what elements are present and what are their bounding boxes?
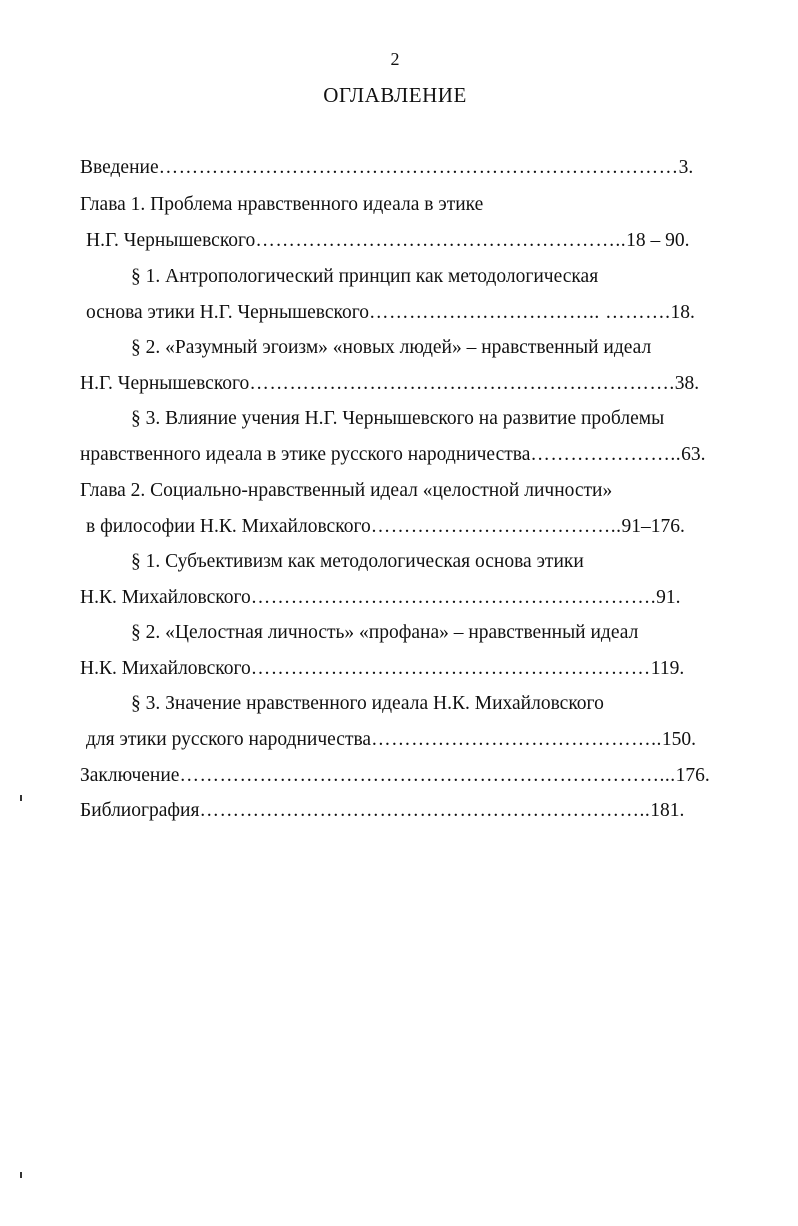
toc-entry-text: Библиография <box>80 800 200 821</box>
toc-entry-text: Заключение <box>80 765 180 786</box>
toc-leader: …………………………………………………………………… <box>158 157 679 178</box>
toc-page: 181. <box>650 800 685 821</box>
toc-entry-text: для этики русского народничества <box>86 729 372 750</box>
toc-entry-text: § 3. Влияние учения Н.Г. Чернышевского на развитие проблемы <box>131 408 665 429</box>
toc-entry-section-2-2-title <box>131 621 638 645</box>
toc-entry-text: § 1. Субъективизм как методологическая основа этики <box>131 551 584 572</box>
toc-leader: …………………………….. ………. <box>368 302 671 323</box>
toc-entry-chapter-2 <box>86 515 685 539</box>
toc-entry-section-1-1-title <box>131 265 598 289</box>
toc-entry-conclusion <box>80 764 710 788</box>
scan-artifact <box>20 1172 22 1178</box>
toc-entry-text: в философии Н.К. Михайловского <box>86 516 371 537</box>
toc-entry-section-2-3-title <box>131 692 604 716</box>
toc-entry-section-2-3 <box>86 728 696 752</box>
toc-entry-text: Введение <box>80 157 159 178</box>
toc-leader: …………………………………….. <box>371 729 662 750</box>
toc-entry-section-1-3 <box>80 443 705 467</box>
toc-page: 18 – 90. <box>626 230 690 251</box>
scan-artifact <box>20 795 22 801</box>
toc-leader: ………………………………………………………. <box>249 373 675 394</box>
toc-entry-introduction <box>80 156 693 180</box>
toc-entry-bibliography <box>80 799 684 823</box>
toc-leader: ……………………………………………………. <box>250 587 657 608</box>
toc-entry-text: Н.К. Михайловского <box>80 658 251 679</box>
toc-entry-text: § 2. «Целостная личность» «профана» – нравственный идеал <box>131 622 639 643</box>
toc-entry-text: Н.К. Михайловского <box>80 587 251 608</box>
toc-entry-text: Н.Г. Чернышевского <box>80 373 250 394</box>
toc-entry-text: § 1. Антропологический принцип как методологическая <box>131 266 599 287</box>
toc-page: 119. <box>650 658 685 679</box>
toc-entry-text: Глава 1. Проблема нравственного идеала в этике <box>80 194 484 215</box>
toc-entry-section-1-2 <box>80 372 699 396</box>
toc-leader: ……………………………………………….. <box>255 230 627 251</box>
toc-entry-text: Н.Г. Чернышевского <box>86 230 256 251</box>
toc-entry-text: § 2. «Разумный эгоизм» «новых людей» – нравственный идеал <box>131 337 652 358</box>
toc-entry-text: основа этики Н.Г. Чернышевского <box>86 302 369 323</box>
toc-leader: ………………………………………………………….. <box>199 800 651 821</box>
toc-leader: ……………………………….. <box>370 516 622 537</box>
toc-entry-section-2-1-title <box>131 550 584 574</box>
toc-entry-text: Глава 2. Социально-нравственный идеал «целостной личности» <box>80 480 613 501</box>
toc-entry-section-2-1 <box>80 586 681 610</box>
toc-leader: …………………………………………………… <box>250 658 651 679</box>
toc-entry-chapter-2-title <box>80 479 612 503</box>
toc-entry-chapter-1-title <box>80 193 483 217</box>
toc-entry-chapter-1 <box>86 229 689 253</box>
toc-entry-section-1-1 <box>86 301 695 325</box>
toc-entry-text: нравственного идеала в этике русского народничества <box>80 444 531 465</box>
toc-entry-section-1-3-title <box>131 407 664 431</box>
page-number: 2 <box>390 49 400 69</box>
toc-entry-text: § 3. Значение нравственного идеала Н.К. Михайловского <box>131 693 604 714</box>
toc-leader: ………………….. <box>530 444 682 465</box>
toc-page: 91–176. <box>621 516 685 537</box>
toc-entry-section-2-2 <box>80 657 684 681</box>
toc-page: 176. <box>675 765 710 786</box>
toc-page: 91. <box>656 587 681 608</box>
toc-page: 3. <box>678 157 694 178</box>
toc-page: 18. <box>670 302 695 323</box>
toc-leader: ………………………………………………………………... <box>179 765 676 786</box>
toc-entry-section-1-2-title <box>131 336 651 360</box>
toc-page: 38. <box>674 373 700 394</box>
page-title: ОГЛАВЛЕНИЕ <box>323 83 467 107</box>
toc-page: 63. <box>681 444 706 465</box>
toc-page: 150. <box>661 729 696 750</box>
